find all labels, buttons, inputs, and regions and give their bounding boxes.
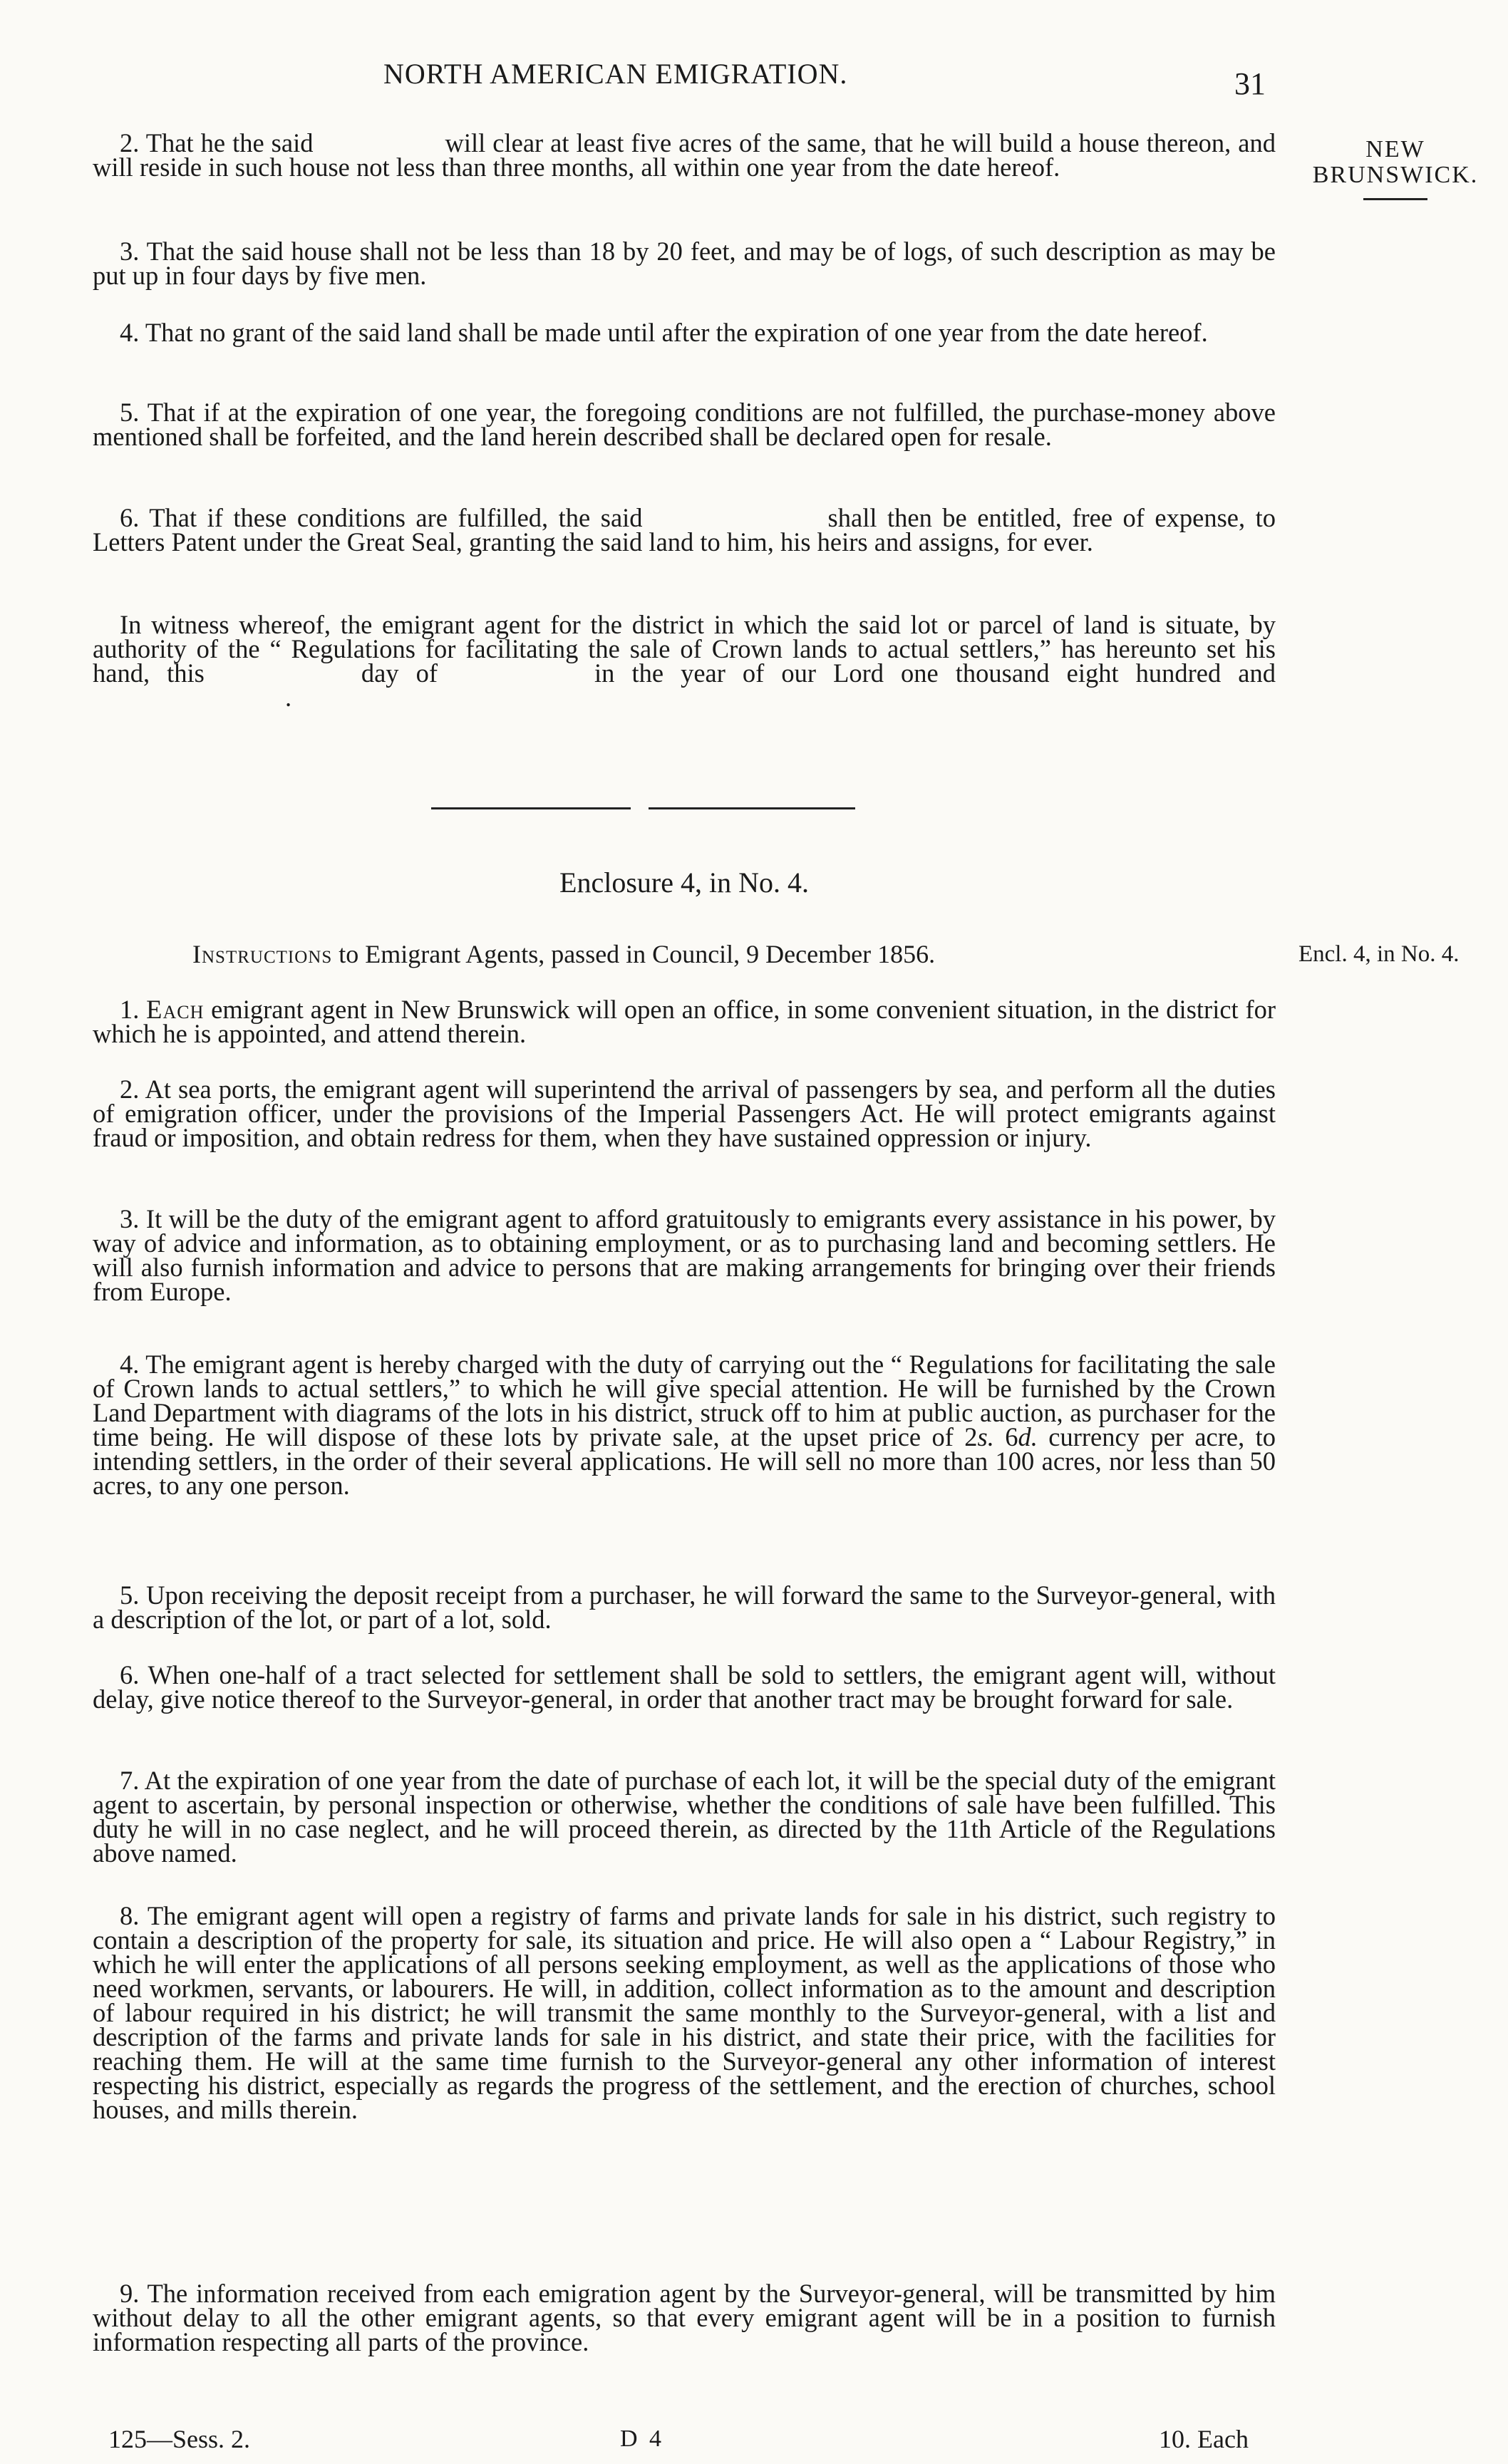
instruction-4-text-b: currency per acre, to intending settlers, in the order of their several applications. He will sell no more than 100 acres, nor less than 50 acres, to any one person.: [93, 1422, 1276, 1500]
margin-note-line-2: BRUNSWICK.: [1312, 162, 1479, 188]
footer-signature-mark: D 4: [620, 2426, 665, 2452]
instruction-8: [93, 1901, 1276, 2124]
condition-3-text: 3. That the said house shall not be less than 18 by 20 feet, and may be of logs, of such description as may be put up in four days by five men.: [93, 237, 1276, 290]
instruction-1-smallcaps: Each: [146, 995, 205, 1024]
instruction-1: [93, 995, 1276, 1048]
instruction-4-pence: d.: [1018, 1422, 1038, 1451]
instruction-9-text: 9. The information received from each emigration agent by the Surveyor-general, will be transmitted by him without delay to all the other emigrant agents, so that every emigrant agent will be in a position to furnish information respecting all parts of the province.: [93, 2279, 1276, 2356]
witness-clause: [93, 610, 1276, 712]
instruction-2-text: 2. At sea ports, the emigrant agent will superintend the arrival of passengers by sea, and perform all the duties of emigration officer, under the provisions of the Imperial Passengers Act. He will protect emigrants against fraud or imposition, and obtain redress for them, when they have sustained oppression or injury.: [93, 1075, 1276, 1152]
margin-note-line-1: NEW: [1365, 136, 1425, 162]
instruction-6: [93, 1660, 1276, 1714]
instruction-4-text-mid: 6: [993, 1422, 1018, 1451]
instruction-4-text-a: 4. The emigrant agent is hereby charged with the duty of carrying out the “ Regulations for facilitating the sale of Crown lands to actual settlers,” to which he will give special attention. He will be furnished by the Crown Land Department with diagrams of the lots in his district, struck off to him at public auction, as purchaser for the time being. He will dispose of these lots by private sale, at the upset price of 2: [93, 1350, 1276, 1451]
condition-6-start: 6. That if these conditions are fulfilled, the said: [120, 503, 643, 532]
footer-catchword: 10. Each: [1159, 2425, 1249, 2453]
footer-session: 125—Sess. 2.: [108, 2425, 251, 2453]
instruction-1-number: 1.: [120, 995, 140, 1024]
instruction-4: [93, 1352, 1276, 1498]
condition-2-start: 2. That he the said: [120, 128, 314, 157]
section-divider: [431, 807, 631, 809]
condition-6-rest: shall then be entitled, free of expense, to Letters Patent under the Great Seal, granting the said land to him, his heirs and assigns, for ever.: [93, 503, 1276, 557]
condition-3: [93, 239, 1276, 288]
instruction-4-shillings: s.: [977, 1422, 994, 1451]
condition-4: [93, 318, 1276, 347]
witness-day-of: day of: [361, 658, 438, 688]
instruction-5-text: 5. Upon receiving the deposit receipt from a purchaser, he will forward the same to the Surveyor-general, with a description of the lot, or part of a lot, sold.: [93, 1580, 1276, 1634]
instructions-heading-rest: to Emigrant Agents, passed in Council, 9 December 1856.: [339, 940, 936, 968]
instruction-7: [93, 1766, 1276, 1868]
instructions-heading-smallcaps: Instructions: [192, 940, 333, 968]
section-divider: [649, 807, 855, 809]
instruction-9: [93, 2279, 1276, 2356]
condition-5-text: 5. That if at the expiration of one year, the foregoing conditions are not fulfilled, the purchase-money above mentioned shall be forfeited, and the land herein described shall be declared open for resale.: [93, 398, 1276, 451]
instruction-5: [93, 1580, 1276, 1634]
condition-5: [93, 400, 1276, 449]
instruction-1-text: emigrant agent in New Brunswick will open an office, in some convenient situation, in the district for which he is appointed, and attend therein.: [93, 995, 1276, 1048]
instruction-6-text: 6. When one-half of a tract selected for settlement shall be sold to settlers, the emigrant agent will, without delay, give notice thereof to the Surveyor-general, in order that another tract may be brought forward for sale.: [93, 1660, 1276, 1714]
instructions-heading: [192, 939, 935, 969]
margin-note-province: [1310, 137, 1481, 200]
page-number: 31: [1234, 66, 1266, 101]
instruction-7-text: 7. At the expiration of one year from the date of purchase of each lot, it will be the special duty of the emigrant agent to ascertain, by personal inspection or otherwise, whether the conditions of sale have been fulfilled. This duty he will in no case neglect, and he will proceed therein, as directed by the 11th Article of the Regulations above named.: [93, 1766, 1276, 1868]
witness-end: .: [285, 683, 292, 712]
condition-6: [93, 503, 1276, 557]
running-head: NORTH AMERICAN EMIGRATION.: [383, 58, 848, 90]
margin-rule: [1363, 198, 1427, 200]
instruction-3: [93, 1204, 1276, 1306]
condition-2: [93, 128, 1276, 182]
enclosure-title: Enclosure 4, in No. 4.: [559, 866, 809, 899]
condition-4-text: 4. That no grant of the said land shall be made until after the expiration of one year from the date hereof.: [120, 318, 1208, 347]
instruction-2: [93, 1077, 1276, 1150]
instruction-8-text: 8. The emigrant agent will open a registry of farms and private lands for sale in his district, such registry to contain a description of the property for sale, its situation and price. He will also open a “ Labour Registry,” in which he will enter the applications of all persons seeking employment, as well as the applications of those who need workmen, servants, or labourers. He will, in addition, collect information as to the amount and description of labour required in his district; he will transmit the same monthly to the Surveyor-general, with a list and description of the farms and private lands for sale in his district, and state their price, with the facilities for reaching them. He will at the same time furnish to the Surveyor-general any other information of interest respecting his district, especially as regards the progress of the settlement, and the erection of churches, school houses, and mills therein.: [93, 1901, 1276, 2124]
witness-text-a: In witness whereof, the emigrant agent for the district in which the said lot or parcel of land is situate, by authority of the “ Regulations for facilitating the sale of Crown lands to actual settlers,” has hereunto set his hand, this: [93, 610, 1276, 688]
witness-text-b: in the year of our Lord one thousand eight hundred and: [594, 658, 1276, 688]
condition-2-rest: will clear at least five acres of the same, that he will build a house thereon, and will reside in such house not less than three months, all within one year from the date hereof.: [93, 128, 1276, 182]
margin-note-enclosure: Encl. 4, in No. 4.: [1298, 941, 1460, 967]
instruction-3-text: 3. It will be the duty of the emigrant agent to afford gratuitously to emigrants every assistance in his power, by way of advice and information, as to obtaining employment, or as to purchasing land and becoming settlers. He will also furnish information and advice to persons that are making arrangements for bringing over their friends from Europe.: [93, 1204, 1276, 1306]
